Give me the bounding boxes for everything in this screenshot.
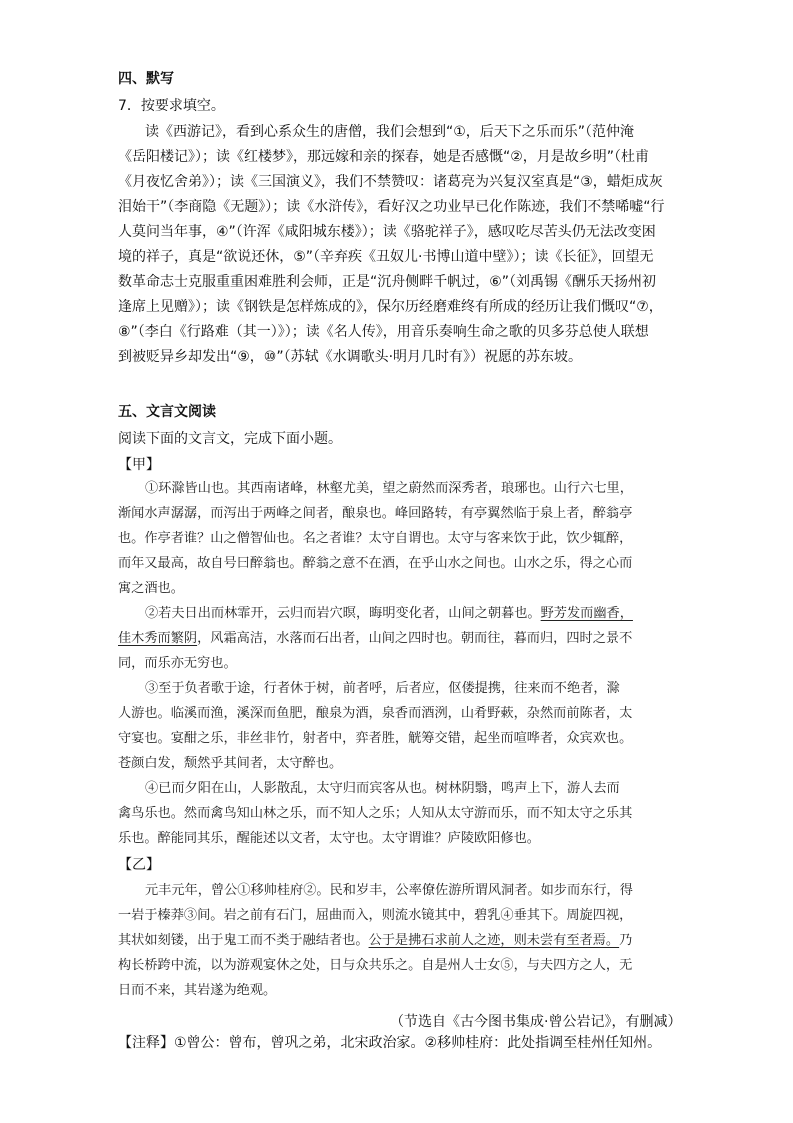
jia-line: 而年又最高，故自号曰醉翁也。醉翁之意不在酒，在乎山水之间也。山水之乐，得之心而 (118, 556, 633, 571)
jia-line: ①环滁皆山也。其西南诸峰，林壑尤美，望之蔚然而深秀者，琅琊也。山行六七里， (145, 481, 633, 496)
underlined-sentence: 公于是拂石求前人之迹，则未尝有至者焉。 (368, 933, 620, 948)
yi-text: 乃 (619, 933, 633, 948)
yi-line (118, 934, 632, 947)
yi-line: 构长桥跨中流，以为游观宴休之处，日与众共乐之。自是州人士女⑤，与夫四方之人，无 (118, 958, 633, 973)
passage-line: 境的祥子，真是“欲说还休，⑤”（辛弃疾《丑奴儿·书博山道中壁》）；读《长征》，回望无 (118, 249, 654, 265)
source-citation: （节选自《古今图书集成·曾公岩记》，有删减） (390, 1014, 682, 1030)
passage-yi-label: 【乙】 (118, 857, 160, 873)
passage-line: 泪始干”（李商隐《无题》）；读《水浒传》，看好汉之功业早已化作陈迹，我们不禁唏嘘“行 (118, 199, 665, 215)
jia-line (145, 607, 633, 620)
reading-instruction: 阅读下面的文言文，完成下面小题。 (118, 431, 342, 447)
jia-line: 渐闻水声潺潺，而泻出于两峰之间者，酿泉也。峰回路转，有亭翼然临于泉上者，醉翁亭 (118, 506, 633, 521)
jia-line: 苍颜白发，颓然乎其间者，太守醉也。 (118, 756, 343, 771)
annotation-notes: 【注释】①曾公：曾布，曾巩之弟，北宋政治家。②移帅桂府：此处指调至桂州任知州。 (118, 1035, 662, 1051)
question-7-prompt: 7．按要求填空。 (118, 98, 225, 114)
jia-line: ③至于负者歌于途，行者休于树，前者呼，后者应，伛偻提携，往来而不绝者，滁 (145, 681, 620, 696)
jia-line: 守宴也。宴酣之乐，非丝非竹，射者中，弈者胜，觥筹交错，起坐而喧哗者，众宾欢也。 (118, 731, 633, 746)
jia-line: 人游也。临溪而渔，溪深而鱼肥，酿泉为酒，泉香而酒洌，山肴野蔌，杂然而前陈者，太 (118, 706, 633, 721)
passage-line: 逢席上见赠》）；读《钢铁是怎样炼成的》，保尔历经磨难终有所成的经历让我们慨叹“⑦， (118, 299, 663, 315)
section-heading-classical-reading: 五、文言文阅读 (118, 404, 216, 420)
jia-line (118, 632, 632, 645)
jia-text: ②若夫日出而林霏开，云归而岩穴暝，晦明变化者，山间之朝暮也。 (145, 606, 541, 621)
jia-line: 乐也。醉能同其乐，醒能述以文者，太守也。太守谓谁？庐陵欧阳修也。 (118, 831, 540, 846)
jia-line: 也。作亭者谁？山之僧智仙也。名之者谁？太守自谓也。太守与客来饮于此，饮少辄醉， (118, 531, 633, 546)
yi-line: 元丰元年，曾公①移帅桂府②。民和岁丰，公率僚佐游所谓风洞者。如步而东行，得 (145, 883, 633, 898)
passage-line: 《月夜忆舍弟》）；读《三国演义》，我们不禁赞叹：诸葛亮为兴复汉室真是“③，蜡炬成灰 (118, 174, 663, 190)
underlined-sentence: 佳木秀而繁阴 (118, 631, 198, 646)
passage-line: 读《西游记》，看到心系众生的唐僧，我们会想到“①，后天下之乐而乐”（范仲淹 (145, 124, 635, 140)
passage-jia-label: 【甲】 (118, 457, 160, 473)
jia-text: ，风霜高洁，水落而石出者，山间之四时也。朝而往，暮而归，四时之景不 (197, 631, 633, 646)
jia-line: 同，而乐亦无穷也。 (118, 656, 237, 671)
yi-line: 一岩于榛莽③间。岩之前有石门，屈曲而入，则流水镜其中，碧乳④垂其下。周旋四视， (118, 908, 633, 923)
yi-text: 其状如刻镂，出于鬼工而不类于融结者也。 (118, 933, 369, 948)
section-heading-dictation: 四、默写 (118, 71, 174, 87)
passage-line: 《岳阳楼记》）；读《红楼梦》，那远嫁和亲的探春，她是否感慨“②，月是故乡明”（杜甫 (118, 149, 650, 165)
passage-line: 人莫问当年事，④”（许浑《咸阳城东楼》）；读《骆驼祥子》，感叹吃尽苦头仍无法改变困 (118, 224, 656, 240)
underlined-sentence: 野芳发而幽香， (540, 606, 633, 621)
passage-line: 数革命志士克服重重困难胜利会师，正是“沉舟侧畔千帆过，⑥”（刘禹锡《酬乐天扬州初 (118, 274, 657, 290)
jia-line: 寓之酒也。 (118, 581, 184, 596)
jia-line: ④已而夕阳在山，人影散乱，太守归而宾客从也。树林阴翳，鸣声上下，游人去而 (145, 781, 620, 796)
yi-line: 日而不来，其岩遂为绝观。 (118, 983, 277, 998)
jia-line: 禽鸟乐也。然而禽鸟知山林之乐，而不知人之乐；人知从太守游而乐，而不知太守之乐其 (118, 806, 633, 821)
passage-line: ⑧”（李白《行路难（其一）》）；读《名人传》，用音乐奏响生命之歌的贝多芬总使人联想 (118, 324, 649, 340)
passage-line: 到被贬异乡却发出“⑨，⑩”（苏轼《水调歌头·明月几时有》）祝愿的苏东坡。 (118, 349, 583, 365)
